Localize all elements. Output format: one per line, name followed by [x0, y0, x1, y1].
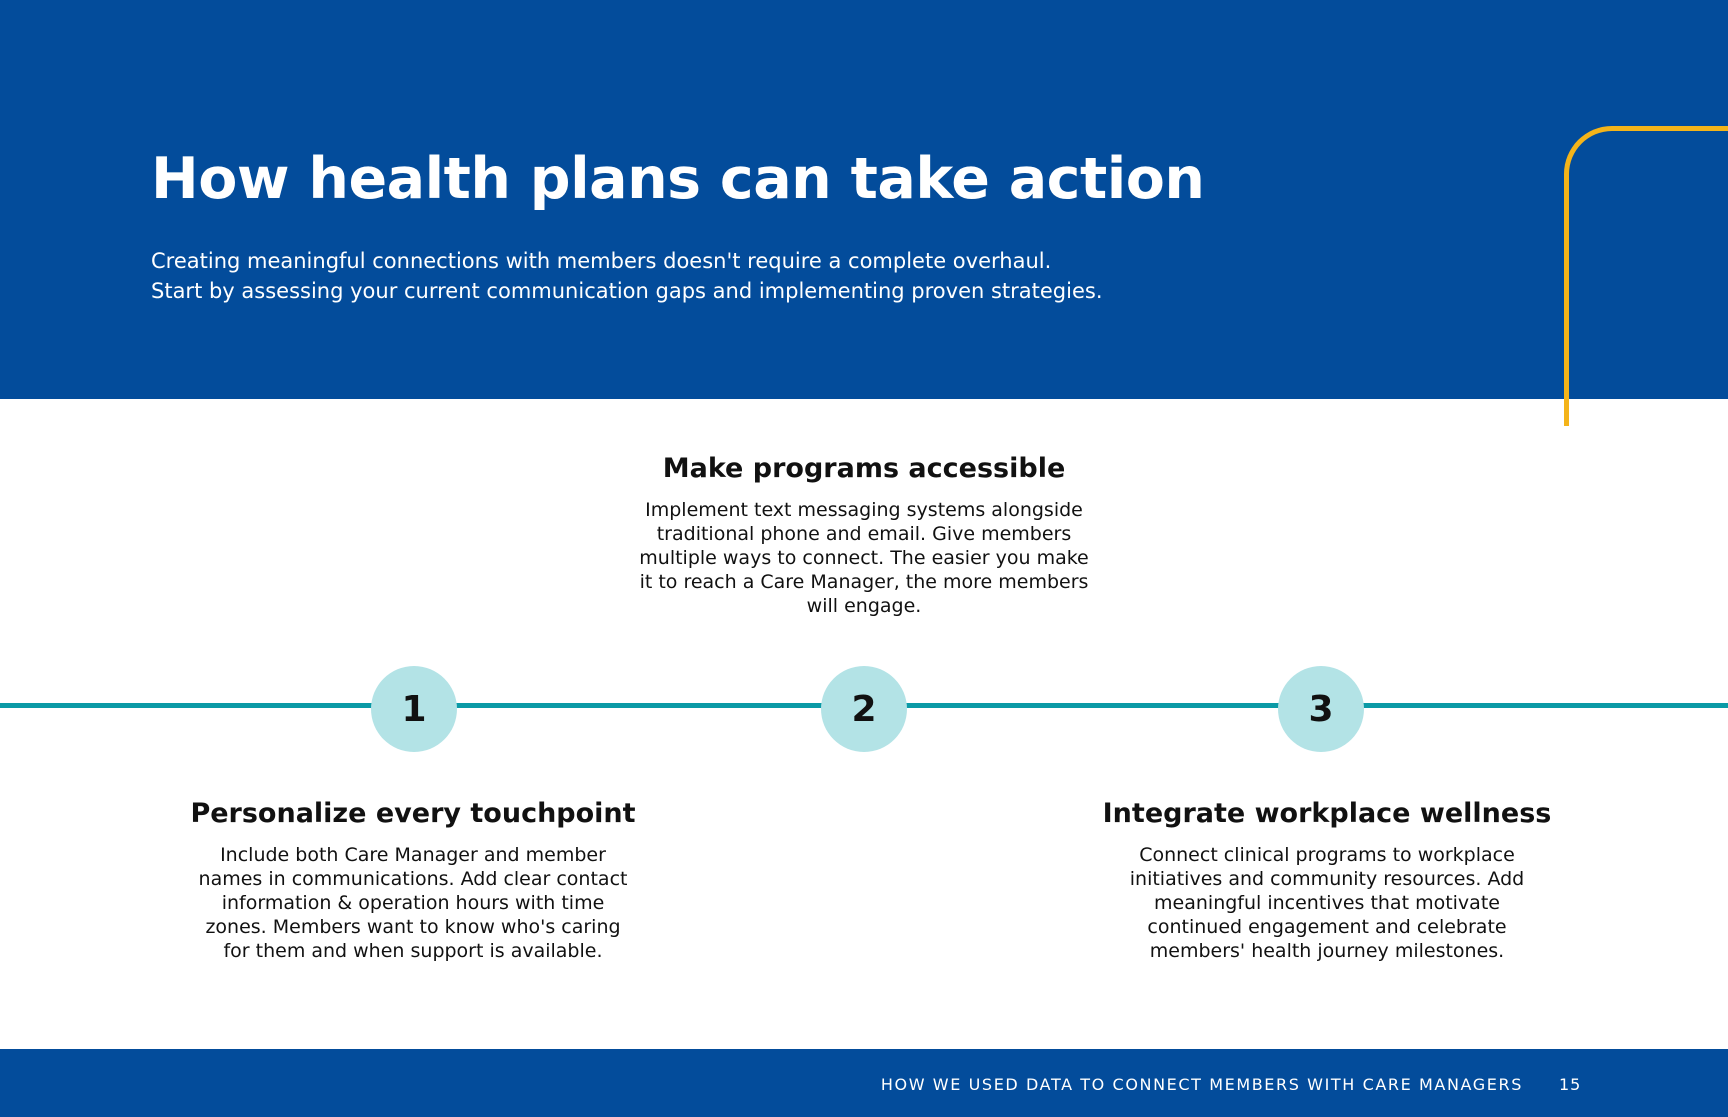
step-3-circle: 3: [1278, 666, 1364, 752]
subtitle-line-1: Creating meaningful connections with members doesn't require a complete overhaul.: [151, 249, 1052, 273]
footer-document-title: HOW WE USED DATA TO CONNECT MEMBERS WITH CARE MANAGERS: [880, 1075, 1523, 1094]
step-1-circle: 1: [371, 666, 457, 752]
page-subtitle: [151, 246, 1251, 306]
step-2-body: Implement text messaging systems alongside traditional phone and email. Give members multiple ways to connect. The easier you make it to reach a Care Manager, the more members will engage.: [639, 499, 1089, 617]
page-number: 15: [1559, 1075, 1582, 1094]
step-1-title: Personalize every touchpoint: [190, 798, 636, 829]
step-2-card: [630, 452, 1098, 618]
step-1-body: Include both Care Manager and member names in communications. Add clear contact information & operation hours with time zones. Members want to know who's caring for them and when support is available.: [198, 844, 628, 962]
step-2-circle: 2: [821, 666, 907, 752]
page-footer: [0, 1049, 1728, 1117]
step-1-card: [172, 797, 654, 963]
decorative-accent-corner: [1564, 126, 1728, 426]
subtitle-line-2: Start by assessing your current communication gaps and implementing proven strategies.: [151, 279, 1103, 303]
page-title: How health plans can take action: [151, 146, 1205, 212]
step-2-title: Make programs accessible: [662, 453, 1066, 484]
header-banner: [0, 0, 1728, 399]
step-3-title: Integrate workplace wellness: [1102, 798, 1552, 829]
step-3-body: Connect clinical programs to workplace initiatives and community resources. Add meaningful incentives that motivate continued engagement and celebrate members' health journey milestones.: [1129, 844, 1525, 962]
step-3-card: [1097, 797, 1557, 963]
